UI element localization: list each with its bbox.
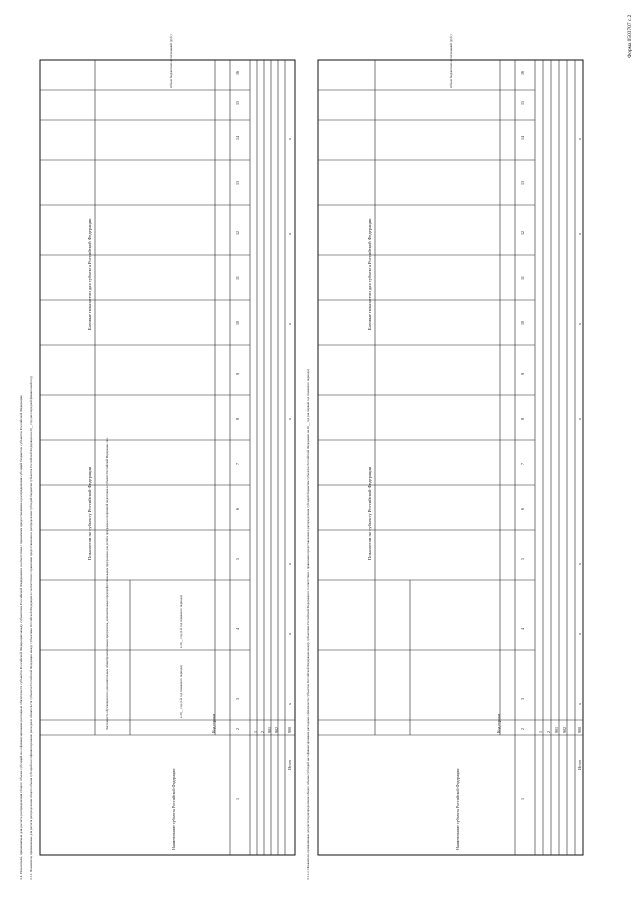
t2-x-mark-2: x	[577, 633, 582, 635]
t1-total-code: 900	[287, 727, 292, 733]
t1-row-code-4: 902	[274, 727, 279, 733]
t2-total-code: 900	[577, 727, 582, 733]
t1-year-2: в 20__ год (2-й год планового периода)	[179, 595, 183, 648]
t2-total-label: Итого	[577, 759, 582, 770]
t1-demand-group: Численность обучающихся по дополнительным общеобразовательным программам, дополнительным предпрофессиональным программам для детей и программам спортивной подготовки в субъекте Российской Федерации, чел.	[105, 437, 109, 730]
t1-colnum-1: 1	[235, 798, 240, 800]
t1-x-mark-7: x	[287, 138, 292, 140]
t1-colnum-8: 8	[235, 418, 240, 420]
t1-total-label: Итого	[287, 759, 292, 770]
t1-colnum-7: 7	[235, 463, 240, 465]
t2-x-mark-6: x	[577, 233, 582, 235]
t1-year-1: в 20__ год (1-й год планового периода)	[179, 665, 183, 718]
table-1	[40, 60, 295, 855]
t1-colnum-14: 14	[235, 136, 240, 140]
t1-colnum-15: 15	[235, 101, 240, 105]
t1-x-mark-6: x	[287, 233, 292, 235]
t1-colnum-11: 11	[235, 276, 240, 280]
t2-row-code-2: 2	[546, 731, 551, 733]
t2-x-mark-5: x	[577, 323, 582, 325]
t1-col-code: Код строки	[211, 713, 216, 733]
t1-x-mark-1: x	[287, 703, 292, 705]
form-label: Форма 0503707 с.2	[627, 14, 633, 58]
t2-colnum-9: 9	[520, 373, 525, 375]
t2-col-code: Код строки	[496, 713, 501, 733]
t1-colnum-12: 12	[235, 231, 240, 235]
t2-base-group: Базовые показатели для субъекта Российской Федерации	[367, 218, 372, 330]
t1-colnum-16: 16	[235, 71, 240, 75]
t1-colnum-6: 6	[235, 508, 240, 510]
t2-colnum-16: 16	[520, 71, 525, 75]
t1-x-mark-2: x	[287, 633, 292, 635]
t2-colnum-7: 7	[520, 463, 525, 465]
section-heading-sub-1: 3.1.1. Показатели, применяемые для расчета распределения общего объема субсидий на софинансирование расходных обязательств субъектов Российской Федерации между субъектами Российской Федерации в соответствии с правилами предоставления и распределения субсидий бюджетам субъектов Российской Федерации на 20__ год (на очередной финансовый год)	[29, 376, 33, 880]
t2-colnum-12: 12	[520, 231, 525, 235]
t1-total-column: Объем бюджетных ассигнований (руб.)	[169, 34, 173, 88]
t2-x-mark-3: x	[577, 563, 582, 565]
t2-colnum-2: 2	[520, 728, 525, 730]
t1-col-name: Наименование субъекта Российской Федерации	[171, 768, 176, 850]
table-2	[318, 60, 583, 855]
t1-colnum-10: 10	[235, 321, 240, 325]
t1-colnum-2: 2	[235, 728, 240, 730]
t2-col-name: Наименование субъекта Российской Федерации	[455, 768, 460, 850]
t2-total-column: Объем бюджетных ассигнований (руб.)	[449, 34, 453, 88]
t1-row-code-1: 1	[253, 731, 258, 733]
t2-row-code-3: 901	[554, 727, 559, 733]
t1-x-mark-5: x	[287, 323, 292, 325]
t2-colnum-3: 3	[520, 698, 525, 700]
t1-x-mark-3: x	[287, 563, 292, 565]
t2-colnum-5: 5	[520, 558, 525, 560]
t1-colnum-13: 13	[235, 181, 240, 185]
t1-row-code-3: 901	[267, 727, 272, 733]
t2-colnum-11: 11	[520, 276, 525, 280]
t1-x-mark-4: x	[287, 418, 292, 420]
t2-row-code-4: 902	[562, 727, 567, 733]
t1-indicator-group: Показатели по субъекту Российской Федерации	[87, 466, 92, 560]
t1-row-code-2: 2	[260, 731, 265, 733]
t2-colnum-1: 1	[520, 798, 525, 800]
t1-base-group: Базовые показатели для субъекта Российской Федерации	[87, 218, 92, 330]
t1-colnum-5: 5	[235, 558, 240, 560]
section-heading-sub-2: 3.1.1.2. Показатели, применяемые для расчета распределения общего объема субсидий на софинансирование расходных обязательств субъектов Российской Федерации между субъектами Российской Федерации в соответствии с правилами предоставления и распределения субсидий бюджетам субъектов Российской Федерации на 20__ год (на первый год планового периода)	[306, 369, 310, 880]
t2-row-code-1: 1	[538, 731, 543, 733]
t2-colnum-4: 4	[520, 628, 525, 630]
section-heading-main: 3.1. Показатели, применяемые для расчета распределения общего объема субсидий на софинансирование расходных обязательств субъектов Российской Федерации между субъектами Российской Федерации в соответствии с правилами предоставления и распределения субсидий бюджетам субъектов Российской Федерации	[19, 395, 23, 880]
t2-colnum-14: 14	[520, 136, 525, 140]
t2-colnum-10: 10	[520, 321, 525, 325]
t2-indicator-group: Показатели по субъекту Российской Федерации	[367, 466, 372, 560]
t1-colnum-9: 9	[235, 373, 240, 375]
t2-x-mark-1: x	[577, 703, 582, 705]
t1-colnum-4: 4	[235, 628, 240, 630]
t2-x-mark-4: x	[577, 418, 582, 420]
t1-colnum-3: 3	[235, 698, 240, 700]
t2-colnum-6: 6	[520, 508, 525, 510]
t2-colnum-13: 13	[520, 181, 525, 185]
t2-colnum-15: 15	[520, 101, 525, 105]
t2-x-mark-7: x	[577, 138, 582, 140]
t2-colnum-8: 8	[520, 418, 525, 420]
